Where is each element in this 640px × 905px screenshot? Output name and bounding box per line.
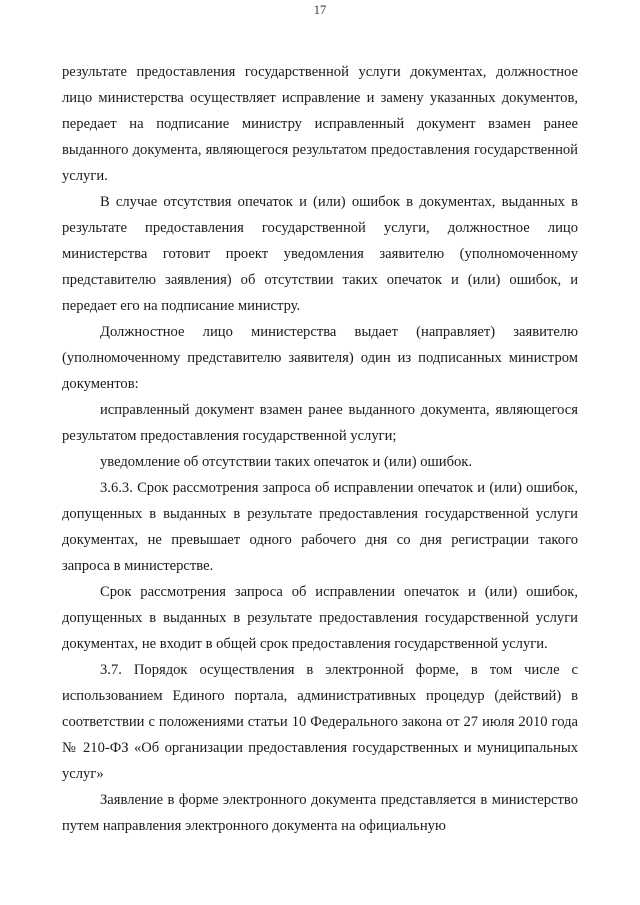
paragraph: Должностное лицо министерства выдает (направляет) заявителю (уполномоченному представителю заявителя) один из подписанных министром документов:	[62, 324, 578, 392]
paragraph: уведомление об отсутствии таких опечаток и (или) ошибок.	[100, 454, 473, 470]
paragraph: Срок рассмотрения запроса об исправлении опечаток и (или) ошибок, допущенных в выданных в результате предоставления государственной услуги документах, не входит в общей срок предоставления государственной услуги.	[62, 584, 578, 652]
paragraph: исправленный документ взамен ранее выданного документа, являющегося результатом предоставления государственной услуги;	[62, 402, 578, 444]
paragraph: В случае отсутствия опечаток и (или) ошибок в документах, выданных в результате предоставления государственной услуги, должностное лицо министерства готовит проект уведомления заявителю (уполномоченному представителю заявления) об отсутствии таких опечаток и (или) ошибок, и передает его на подписание министру.	[62, 194, 578, 314]
paragraph: Заявление в форме электронного документа представляется в министерство путем направления электронного документа на официальную	[62, 792, 578, 834]
document-body	[62, 59, 578, 839]
paragraph: 3.7. Порядок осуществления в электронной форме, в том числе с использованием Единого портала, административных процедур (действий) в соответствии с положениями статьи 10 Федерального закона от 27 июля 2010 года № 210-ФЗ «Об организации предоставления государственных и муниципальных услуг»	[62, 662, 578, 782]
paragraph: 3.6.3. Срок рассмотрения запроса об исправлении опечаток и (или) ошибок, допущенных в выданных в результате предоставления государственной услуги документах, не превышает одного рабочего дня со дня регистрации такого запроса в министерстве.	[62, 480, 578, 574]
paragraph: результате предоставления государственной услуги документах, должностное лицо министерства осуществляет исправление и замену указанных документов, передает на подписание министру исправленный документ взамен ранее выданного документа, являющегося результатом предоставления государственной услуги.	[62, 64, 578, 184]
page-number: 17	[313, 3, 327, 17]
